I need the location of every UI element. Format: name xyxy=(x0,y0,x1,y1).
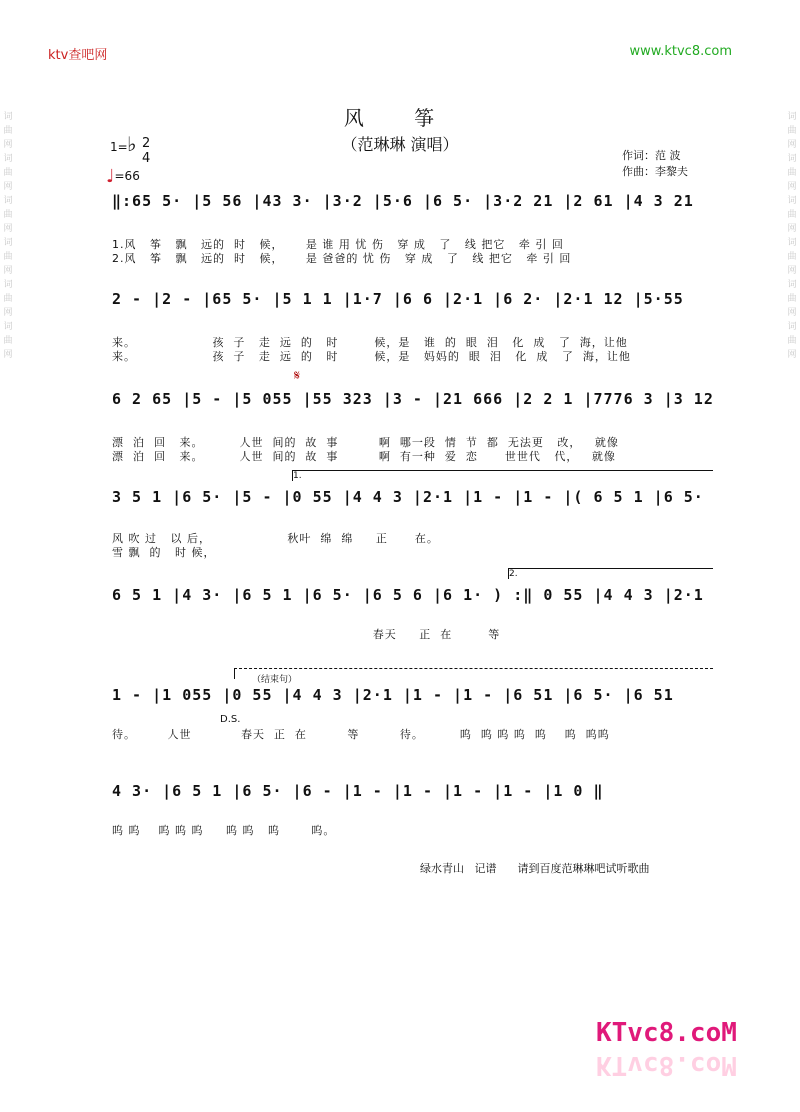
watermark-left: 词曲网词曲网词曲网词曲网词曲网词曲网 xyxy=(3,112,13,360)
composer: 作曲：李黎夫 xyxy=(622,165,688,178)
singer: （范琳琳 演唱） xyxy=(341,135,459,154)
site-logo[interactable]: KTvc8.coM xyxy=(596,1018,737,1048)
lyric-line-2: 2.风 筝 飘 远的 时 候， 是 爸爸的 忧 伤 穿 成 了 线 把它 牵 引 回 xyxy=(112,252,572,265)
lyric-line-2: 漂 泊 回 来。 人世 间的 故 事 啊 有一种 爱 恋 世世代 代， 就像 xyxy=(112,450,616,463)
ending-label: （结束句） xyxy=(252,675,298,685)
key-label: 1= xyxy=(110,140,128,154)
lyric-line-1: 1.风 筝 飘 远的 时 候， 是 谁 用 忧 伤 穿 成 了 线 把它 牵 引 回 xyxy=(112,238,564,251)
ds-mark: D.S. xyxy=(220,714,241,725)
lyricist: 作词：范 波 xyxy=(622,149,681,162)
lyric-line-1: 待。 人世 春天 正 在 等 待。 呜 呜 呜 呜 呜 呜 呜呜 xyxy=(112,728,610,741)
song-title: 风 筝 xyxy=(343,106,457,130)
lyric-line-1: 来。 孩 子 走 远 的 时 候，是 谁 的 眼 泪 化 成 了 海，让他 xyxy=(112,336,628,349)
site-name[interactable]: ktv查吧网 xyxy=(48,48,108,63)
lyric-line-2: 雪 飘 的 时 候， xyxy=(112,546,216,559)
notes-row: 6 5 1 |4 3· |6 5 1 |6 5· |6 5 6 |6 1· ) :‖ 0 55 |4 4 3 |2·1 xyxy=(112,586,704,604)
notes-row: ‖:65 5· |5 56 |43 3· |3·2 |5·6 |6 5· |3·2 21 |2 61 |4 3 21 xyxy=(112,192,694,210)
time-signature xyxy=(142,136,150,166)
notes-row: 6 2 65 |5 - |5 055 |55 323 |3 - |21 666 |2 2 1 |7776 3 |3 12 xyxy=(112,390,714,408)
lyric-line-1: 风 吹 过 以 后， 秋叶 绵 绵 正 在。 xyxy=(112,532,439,545)
lyric-line-2: 来。 孩 子 走 远 的 时 候，是 妈妈的 眼 泪 化 成 了 海，让他 xyxy=(112,350,631,363)
notes-row: 4 3· |6 5 1 |6 5· |6 - |1 - |1 - |1 - |1 - |1 0 ‖ xyxy=(112,782,604,800)
site-logo-reflection: KTvc8.coM xyxy=(596,1050,737,1080)
credits xyxy=(622,148,688,180)
lyric-line-1: 春天 正 在 等 xyxy=(112,628,501,641)
volta-1: 1. xyxy=(292,470,713,481)
tempo xyxy=(106,166,140,187)
notes-row: 1 - |1 055 |0 55 |4 4 3 |2·1 |1 - |1 - |6 51 |6 5· |6 51 xyxy=(112,686,674,704)
segno-icon: 𝄋 xyxy=(294,368,301,384)
time-bottom: 4 xyxy=(142,151,151,166)
footer-credit: 绿水青山 记谱 请到百度范琳琳吧试听歌曲 xyxy=(420,862,650,875)
time-top: 2 xyxy=(142,136,151,151)
notes-row: 3 5 1 |6 5· |5 - |0 55 |4 4 3 |2·1 |1 - |1 - |( 6 5 1 |6 5· xyxy=(112,488,704,506)
lyric-line-1: 漂 泊 回 来。 人世 间的 故 事 啊 哪一段 情 节 都 无法更 改， 就像 xyxy=(112,436,619,449)
watermark-right: 词曲网词曲网词曲网词曲网词曲网词曲网 xyxy=(787,112,797,360)
site-url[interactable]: www.ktvc8.com xyxy=(629,44,732,59)
flat-icon: ♭ xyxy=(127,132,137,156)
quarter-note-icon: ♩ xyxy=(106,166,115,187)
key-signature xyxy=(110,132,151,166)
notes-row: 2 - |2 - |65 5· |5 1 1 |1·7 |6 6 |2·1 |6 2· |2·1 12 |5·55 xyxy=(112,290,684,308)
ending-bracket xyxy=(234,668,713,679)
lyric-line-1: 呜 呜 呜 呜 呜 呜 呜 呜 呜。 xyxy=(112,824,336,837)
volta-2: 2. xyxy=(508,568,713,579)
tempo-value: =66 xyxy=(114,169,140,183)
